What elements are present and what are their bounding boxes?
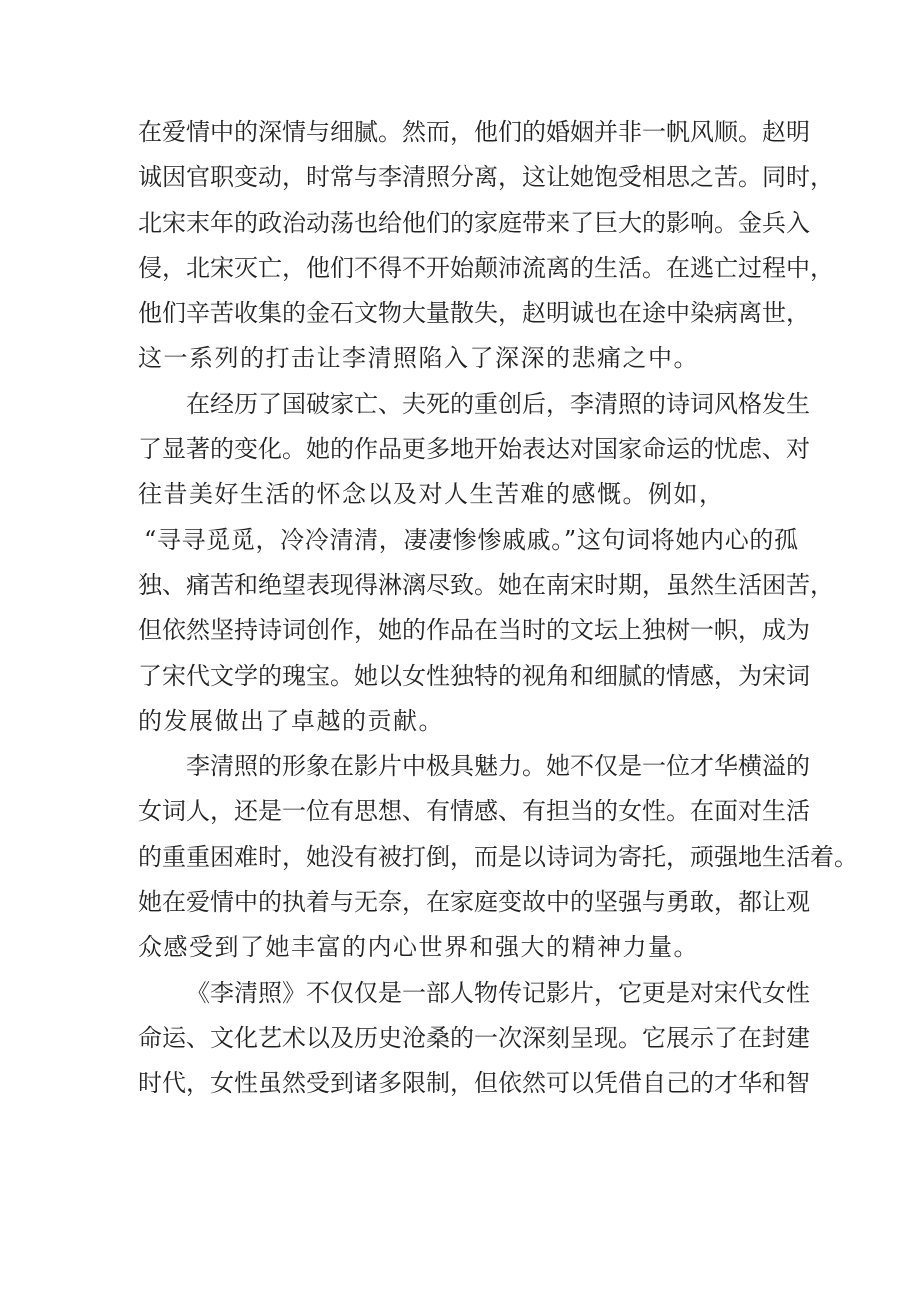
paragraph-start-line: 在经历了国破家亡、夫死的重创后，李清照的诗词风格发生 <box>186 389 810 418</box>
paragraph-start-line: 《李清照》不仅仅是一部人物传记影片，它更是对宋代女性 <box>186 978 810 1007</box>
text-line: 了宋代文学的瑰宝。她以女性独特的视角和细腻的情感，为宋词 <box>138 661 810 690</box>
text-line: 命运、文化艺术以及历史沧桑的一次深刻呈现。它展示了在封建 <box>138 1023 810 1052</box>
text-line: 但依然坚持诗词创作，她的作品在当时的文坛上独树一帜，成为 <box>138 616 810 645</box>
quote-line: “寻寻觅觅，冷冷清清，凄凄惨惨戚戚。”这句词将她内心的孤 <box>144 525 798 554</box>
text-line: 独、痛苦和绝望表现得淋漓尽致。她在南宋时期，虽然生活困苦， <box>138 570 834 599</box>
text-line: 侵，北宋灭亡，他们不得不开始颠沛流离的生活。在逃亡过程中， <box>138 253 834 282</box>
text-line: 在爱情中的深情与细腻。然而，他们的婚姻并非一帆风顺。赵明 <box>138 118 810 146</box>
text-line: 众感受到了她丰富的内心世界和强大的精神力量。 <box>138 933 699 962</box>
text-line: 的发展做出了卓越的贡献。 <box>138 706 444 735</box>
text-line: 诚因官职变动，时常与李清照分离，这让她饱受相思之苦。同时， <box>138 163 834 192</box>
text-line: 时代，女性虽然受到诸多限制，但依然可以凭借自己的才华和智 <box>138 1069 810 1098</box>
text-line: 了显著的变化。她的作品更多地开始表达对国家命运的忧虑、对 <box>138 435 810 464</box>
text-line: 北宋末年的政治动荡也给他们的家庭带来了巨大的影响。金兵入 <box>138 208 810 237</box>
document-body <box>138 110 858 1107</box>
paragraph-start-line: 李清照的形象在影片中极具魅力。她不仅是一位才华横溢的 <box>186 752 810 781</box>
text-line: 他们辛苦收集的金石文物大量散失，赵明诚也在途中染病离世， <box>138 299 810 328</box>
text-line: 往昔美好生活的怀念以及对人生苦难的感慨。例如， <box>138 480 725 509</box>
text-line: 这一系列的打击让李清照陷入了深深的悲痛之中。 <box>138 344 699 373</box>
text-line: 的重重困难时，她没有被打倒，而是以诗词为寄托，顽强地生活着。 <box>138 842 858 871</box>
text-line: 女词人，还是一位有思想、有情感、有担当的女性。在面对生活 <box>138 797 810 826</box>
text-line: 她在爱情中的执着与无奈，在家庭变故中的坚强与勇敢，都让观 <box>138 888 810 917</box>
